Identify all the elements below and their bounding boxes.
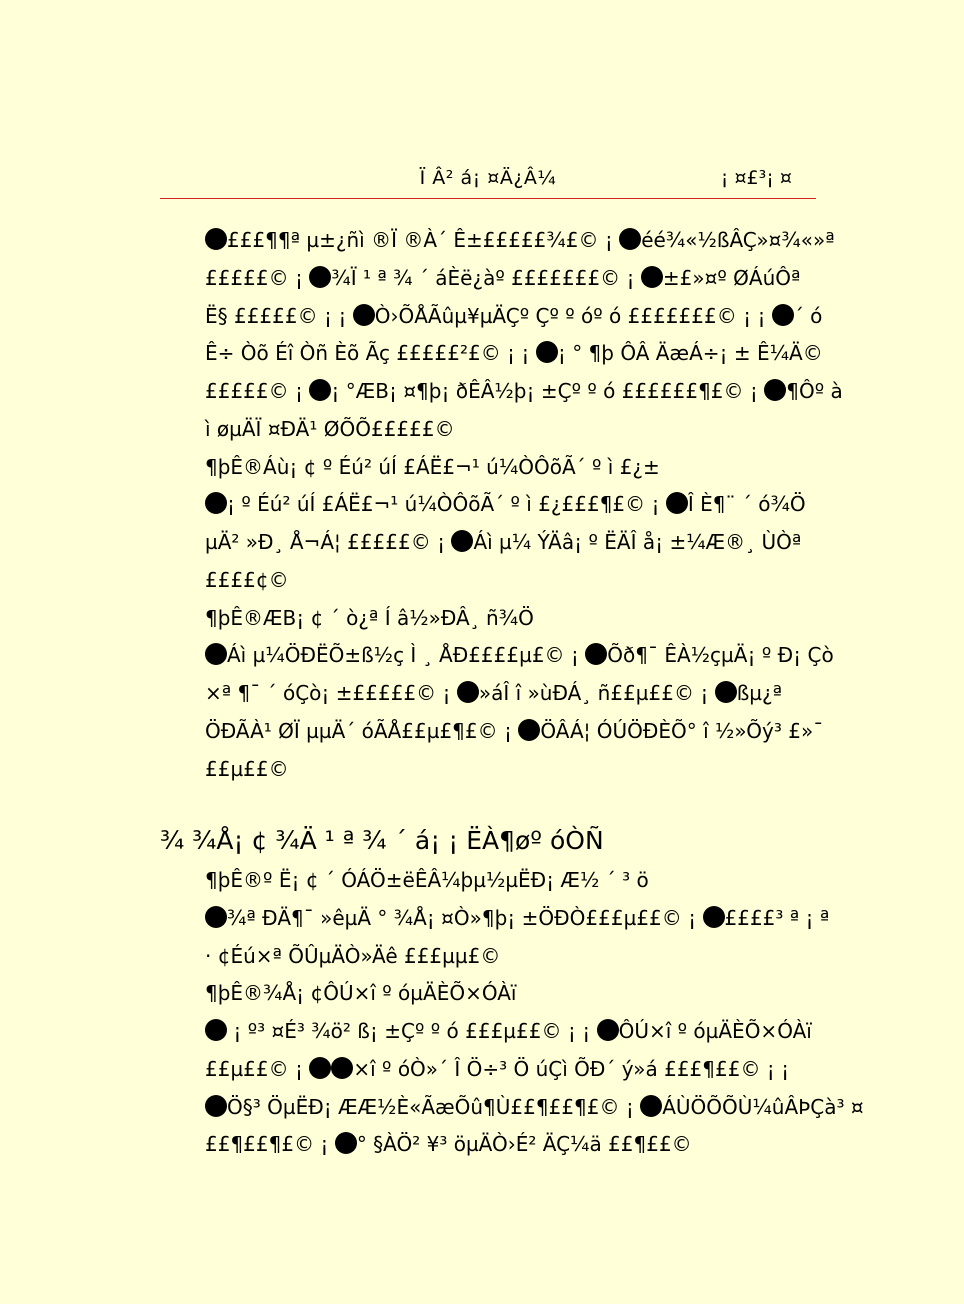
text-line (205, 486, 806, 524)
line-text: ££µ££© ¡ (205, 1056, 310, 1081)
bullet-dot-icon (205, 492, 227, 514)
line-text: ° §ÀÖ² ¥³ öµÄÒ›É² ÄÇ¼ä ££¶££© (356, 1132, 692, 1157)
line-text: ×ª ¶¯ ´ óÇò¡ ±£££££© ¡ (205, 681, 457, 705)
bullet-dot-icon (309, 266, 331, 288)
line-text: ¶Ôº à (786, 379, 843, 403)
line-text: ÖÂÁ¦ ÓÚÖÐÈÕ° î ½»Õý³ £»¯ (540, 718, 824, 743)
line-text: ßµ¿ª (736, 681, 783, 705)
body-text-bottom (205, 862, 864, 1164)
line-text: éé¾«½ßÂÇ»¤¾«»ª (641, 228, 835, 252)
section-heading: ¾ ¾Å¡ ¢ ¾Ä ¹ ª ¾ ´ á¡ ¡ ËÀ¶øº óÒÑ (160, 826, 604, 855)
line-text: ££££³ ª ¡ ª (724, 905, 830, 930)
line-text: ££¶££¶£© ¡ (205, 1132, 335, 1157)
line-text: · ¢Éú×ª ÕÛµÄÒ»Äê £££µµ£© (205, 943, 501, 968)
text-line (205, 411, 775, 449)
line-text: ¡ °ÆB¡ ¤¶þ¡ ðÊÂ½þ¡ ±Çº º ó ££££££¶£© ¡ (331, 379, 765, 403)
line-text: Ê÷ Òõ Éî Òñ Èõ Ãç £££££²£© ¡ ¡ (205, 341, 536, 366)
text-line (205, 1126, 775, 1164)
bullet-dot-icon (335, 1132, 357, 1154)
line-text: ¶þÊ®ÆB¡ ¢ ´ ò¿ª Í â½»ÐÂ¸ ñ¾Ö (205, 605, 534, 630)
bullet-dot-icon (457, 681, 479, 703)
bullet-dot-icon (640, 1095, 662, 1117)
bullet-dot-icon (309, 379, 331, 401)
line-text: ì øµÄÏ ¤ÐÄ¹ ØÕÕ£££££© (205, 416, 455, 441)
text-line (205, 862, 775, 900)
bullet-dot-icon (597, 1019, 619, 1041)
bullet-dot-icon (331, 1057, 353, 1079)
line-text: ¾Ï ¹ ª ¾ ´ áÈë¿àº £££££££© ¡ (331, 265, 641, 290)
line-text: ¾ª ÐÄ¶¯ »êµÄ ° ¾Å¡ ¤Ò»¶þ¡ ±ÖÐÒ£££µ££© ¡ (227, 905, 703, 930)
bullet-dot-icon (309, 1057, 331, 1079)
text-line (205, 751, 775, 789)
text-line (205, 1051, 790, 1089)
page-number: ¡ ¤£³¡ ¤ (720, 167, 792, 189)
line-text: ÔÚ×î º óµÄÈÕ×ÓÀï (618, 1019, 812, 1043)
text-line (205, 222, 835, 260)
text-line (205, 335, 823, 373)
line-text: Ë§ £££££© ¡ ¡ (205, 303, 353, 328)
text-line (205, 675, 783, 713)
text-line (205, 562, 775, 600)
bullet-dot-icon (518, 719, 540, 741)
line-text: Î È¶¨ ´ ó¾Ö (687, 492, 806, 517)
line-text: ×î º óÒ»´ Î Ö÷³ Ö úÇì ÕÐ´ ý»á £££¶££© ¡ ¡ (353, 1056, 790, 1081)
text-line (205, 975, 775, 1013)
text-line (205, 600, 775, 638)
header-rule (160, 198, 816, 199)
line-text: µÄ² »Ð¸ Å¬Á¦ £££££© ¡ (205, 530, 452, 554)
text-line (205, 260, 801, 298)
bullet-dot-icon (641, 266, 663, 288)
bullet-dot-icon (772, 304, 794, 326)
text-line (205, 373, 843, 411)
bullet-dot-icon (205, 1095, 227, 1117)
line-text: ££££¢© (205, 567, 289, 592)
line-text: ¶þÊ®¾Å¡ ¢ÔÚ×î º óµÄÈÕ×ÓÀï (205, 981, 517, 1006)
bullet-dot-icon (715, 681, 737, 703)
line-text: »áÎ î »ùÐÁ¸ ñ££µ££© ¡ (478, 681, 715, 705)
running-title: Ï Â² á¡ ¤Ä¿Â¼ (419, 167, 557, 189)
bullet-dot-icon (205, 228, 227, 250)
bullet-dot-icon (205, 906, 227, 928)
line-text: Ö§³ ÖµËÐ¡ ÆÆ½È«ÃæÕû¶Ù££¶££¶£© ¡ (227, 1094, 641, 1119)
line-text: Áì µ¼ ÝÄâ¡ º ËÄÎ å¡ ±¼Æ®¸ ÙÒª (473, 530, 802, 554)
line-text: ÖÐÃÀ¹ ØÏ µµÄ´ óÃÅ££µ£¶£© ¡ (205, 718, 519, 743)
text-line (205, 298, 823, 336)
line-text: ¡ º Éú² úÍ £ÁË£¬¹ ú¼ÒÔõÃ´ º ì £¿£££¶£© ¡ (227, 492, 666, 517)
bullet-dot-icon (205, 643, 227, 665)
bullet-dot-icon (764, 379, 786, 401)
bullet-dot-icon (619, 228, 641, 250)
text-line (205, 637, 834, 675)
bullet-dot-icon (353, 304, 375, 326)
line-text: ¡ º³ ¤É³ ¾ö² ß¡ ±Çº º ó £££µ££© ¡ ¡ (227, 1019, 597, 1043)
page-header (160, 166, 816, 190)
body-text-top (205, 222, 843, 788)
line-text: ±£»¤º ØÁúÔª (662, 265, 801, 290)
line-text: £££¶¶ª µ±¿ñì ®Ï ®À´ Ê±£££££¾£© ¡ (227, 228, 620, 252)
line-text: Ò›ÕÅÃûµ¥µÄÇº Çº º óº ó £££££££© ¡ ¡ (374, 303, 772, 328)
text-line (205, 938, 775, 976)
line-text: ¶þÊ®º Ë¡ ¢ ´ ÓÁÖ±ëÊÂ¼þµ½µËÐ¡ Æ½ ´ ³ ö (205, 868, 649, 892)
bullet-dot-icon (205, 1019, 227, 1041)
text-line (205, 1089, 864, 1127)
text-line (205, 449, 775, 487)
line-text: £££££© ¡ (205, 379, 310, 403)
line-text: ¡ ° ¶þ ÔÂ ÄæÁ÷¡ ± Ê¼Ä© (557, 341, 823, 366)
text-line (205, 1013, 812, 1051)
bullet-dot-icon (703, 906, 725, 928)
bullet-dot-icon (585, 643, 607, 665)
line-text: ¶þÊ®Áù¡ ¢ º Éú² úÍ £ÁË£¬¹ ú¼ÒÔõÃ´ º ì £¿± (205, 454, 660, 479)
line-text: ÁÙÖÕÕÙ¼ûÂÞÇà³ ¤ (662, 1094, 864, 1119)
bullet-dot-icon (666, 492, 688, 514)
line-text: Áì µ¼ÖÐËÕ±ß½ç Ì ¸ ÅÐ££££µ£© ¡ (227, 643, 586, 668)
line-text: Õð¶¯ ÊÀ½çµÄ¡ º Ð¡ Çò (607, 643, 834, 668)
bullet-dot-icon (451, 530, 473, 552)
text-line (205, 900, 830, 938)
line-text: £££££© ¡ (205, 265, 310, 290)
line-text: ´ ó (793, 303, 823, 328)
text-line (205, 524, 802, 562)
text-line (205, 713, 824, 751)
line-text: ££µ££© (205, 756, 289, 781)
bullet-dot-icon (536, 341, 558, 363)
